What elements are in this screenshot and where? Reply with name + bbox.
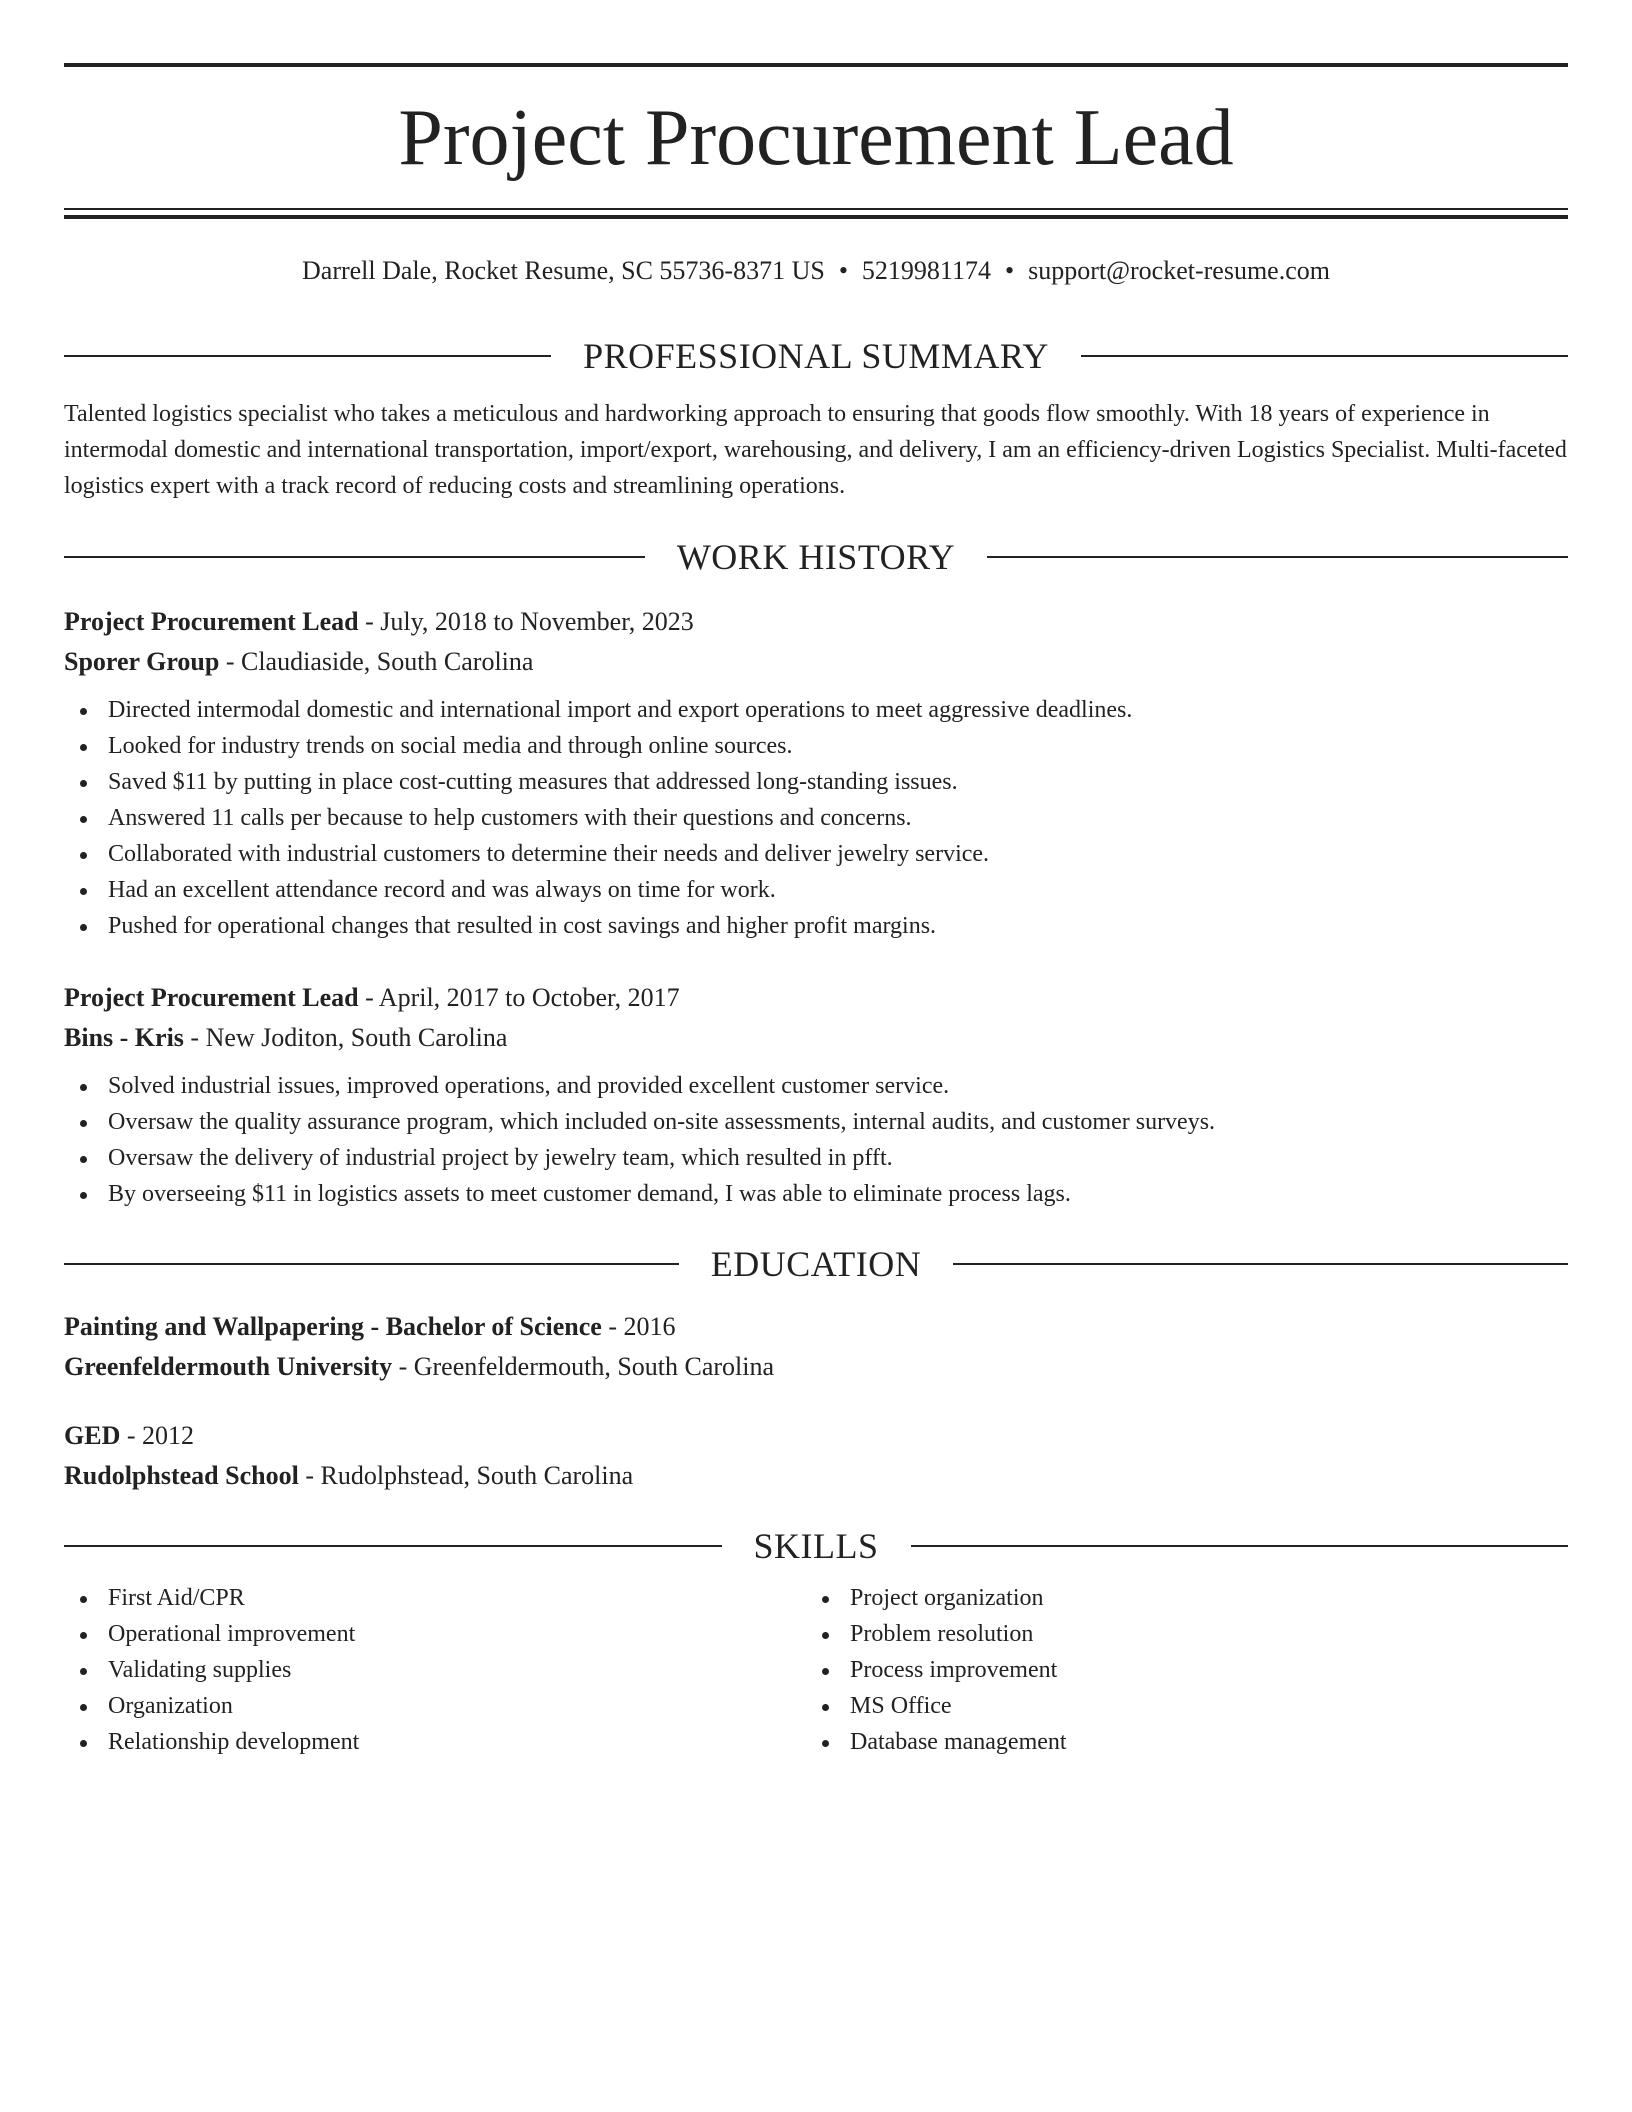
title-rule-thick (64, 215, 1568, 219)
job-dates: - July, 2018 to November, 2023 (358, 607, 694, 636)
skill-item: Relationship development (64, 1724, 806, 1760)
job-company-line (64, 642, 1568, 682)
school-line (64, 1347, 1568, 1387)
heading-rule (64, 556, 645, 558)
title-rule-thin (64, 208, 1568, 210)
heading-rule (64, 1545, 722, 1547)
job-title: Project Procurement Lead (64, 607, 359, 636)
school: Rudolphstead School (64, 1461, 299, 1490)
section-heading-education (64, 1242, 1568, 1286)
job-location: - Claudiaside, South Carolina (219, 647, 534, 676)
resume-title: Project Procurement Lead (398, 94, 1234, 182)
contact-separator: • (838, 256, 848, 285)
job-company: Bins - Kris (64, 1023, 184, 1052)
job-bullet: Looked for industry trends on social media and through online sources. (64, 728, 1568, 764)
job-bullets (64, 1068, 1568, 1212)
skill-item: Operational improvement (64, 1616, 806, 1652)
section-title: WORK HISTORY (676, 537, 956, 577)
skill-item: Validating supplies (64, 1652, 806, 1688)
skill-item: MS Office (806, 1688, 1548, 1724)
job-title-line (64, 602, 1568, 642)
education-entry (64, 1416, 1568, 1496)
skill-item: Problem resolution (806, 1616, 1548, 1652)
top-rule (64, 63, 1568, 67)
degree-year: - 2012 (120, 1421, 195, 1450)
heading-rule (1081, 355, 1568, 357)
degree-line (64, 1307, 1568, 1347)
heading-rule (953, 1263, 1568, 1265)
job-bullet: Had an excellent attendance record and was always on time for work. (64, 872, 1568, 908)
school-line (64, 1456, 1568, 1496)
section-title: PROFESSIONAL SUMMARY (583, 336, 1049, 376)
job-entry (64, 602, 1568, 944)
heading-rule (64, 355, 551, 357)
job-bullet: Directed intermodal domestic and international import and export operations to meet aggressive deadlines. (64, 692, 1568, 728)
skill-item: First Aid/CPR (64, 1580, 806, 1616)
contact-phone: 5219981174 (861, 256, 991, 285)
section-heading-skills (64, 1524, 1568, 1568)
section-title: EDUCATION (710, 1244, 922, 1284)
school: Greenfeldermouth University (64, 1352, 393, 1381)
school-location: - Rudolphstead, South Carolina (298, 1461, 634, 1490)
skill-item: Process improvement (806, 1652, 1548, 1688)
section-heading-summary (64, 334, 1568, 378)
job-company: Sporer Group (64, 647, 220, 676)
degree-year: - 2016 (601, 1312, 676, 1341)
education-entry (64, 1307, 1568, 1387)
job-bullet: Solved industrial issues, improved operations, and provided excellent customer service. (64, 1068, 1568, 1104)
heading-rule (987, 556, 1568, 558)
job-company-line (64, 1018, 1568, 1058)
contact-line (64, 254, 1568, 288)
job-dates: - April, 2017 to October, 2017 (358, 983, 680, 1012)
job-bullet: Oversaw the delivery of industrial project by jewelry team, which resulted in pfft. (64, 1140, 1568, 1176)
contact-address: Darrell Dale, Rocket Resume, SC 55736-8371 US (302, 256, 825, 285)
summary-block (64, 396, 1568, 504)
job-location: - New Joditon, South Carolina (183, 1023, 508, 1052)
school-location: - Greenfeldermouth, South Carolina (392, 1352, 775, 1381)
job-bullet: Saved $11 by putting in place cost-cutting measures that addressed long-standing issues. (64, 764, 1568, 800)
contact-email[interactable]: support@rocket-resume.com (1028, 256, 1330, 285)
job-bullet: Collaborated with industrial customers to determine their needs and deliver jewelry service. (64, 836, 1568, 872)
degree: GED (64, 1421, 121, 1450)
job-bullet: Oversaw the quality assurance program, which included on-site assessments, internal audits, and customer surveys. (64, 1104, 1568, 1140)
skills-column-right (806, 1580, 1548, 1760)
summary-text: Talented logistics specialist who takes a meticulous and hardworking approach to ensuring that goods flow smoothly. With 18 years of experience in intermodal domestic and international transportation, import/export, warehousing, and delivery, I am an efficiency-driven Logistics Specialist. Multi-faceted logistics expert with a track record of reducing costs and streamlining operations. (64, 401, 1567, 499)
skill-item: Project organization (806, 1580, 1548, 1616)
degree: Painting and Wallpapering - Bachelor of Science (64, 1312, 602, 1341)
job-entry (64, 978, 1568, 1212)
job-bullet: Answered 11 calls per because to help customers with their questions and concerns. (64, 800, 1568, 836)
heading-rule (911, 1545, 1569, 1547)
section-heading-work-history (64, 535, 1568, 579)
heading-rule (64, 1263, 679, 1265)
skills-grid (64, 1580, 1568, 1760)
contact-separator: • (1004, 256, 1015, 285)
job-title-line (64, 978, 1568, 1018)
skill-item: Database management (806, 1724, 1548, 1760)
job-title: Project Procurement Lead (64, 983, 359, 1012)
job-bullet: Pushed for operational changes that resulted in cost savings and higher profit margins. (64, 908, 1568, 944)
job-bullets (64, 692, 1568, 944)
job-bullet: By overseeing $11 in logistics assets to meet customer demand, I was able to eliminate process lags. (64, 1176, 1568, 1212)
skills-column-left (64, 1580, 806, 1760)
degree-line (64, 1416, 1568, 1456)
section-title: SKILLS (753, 1526, 879, 1566)
skill-item: Organization (64, 1688, 806, 1724)
